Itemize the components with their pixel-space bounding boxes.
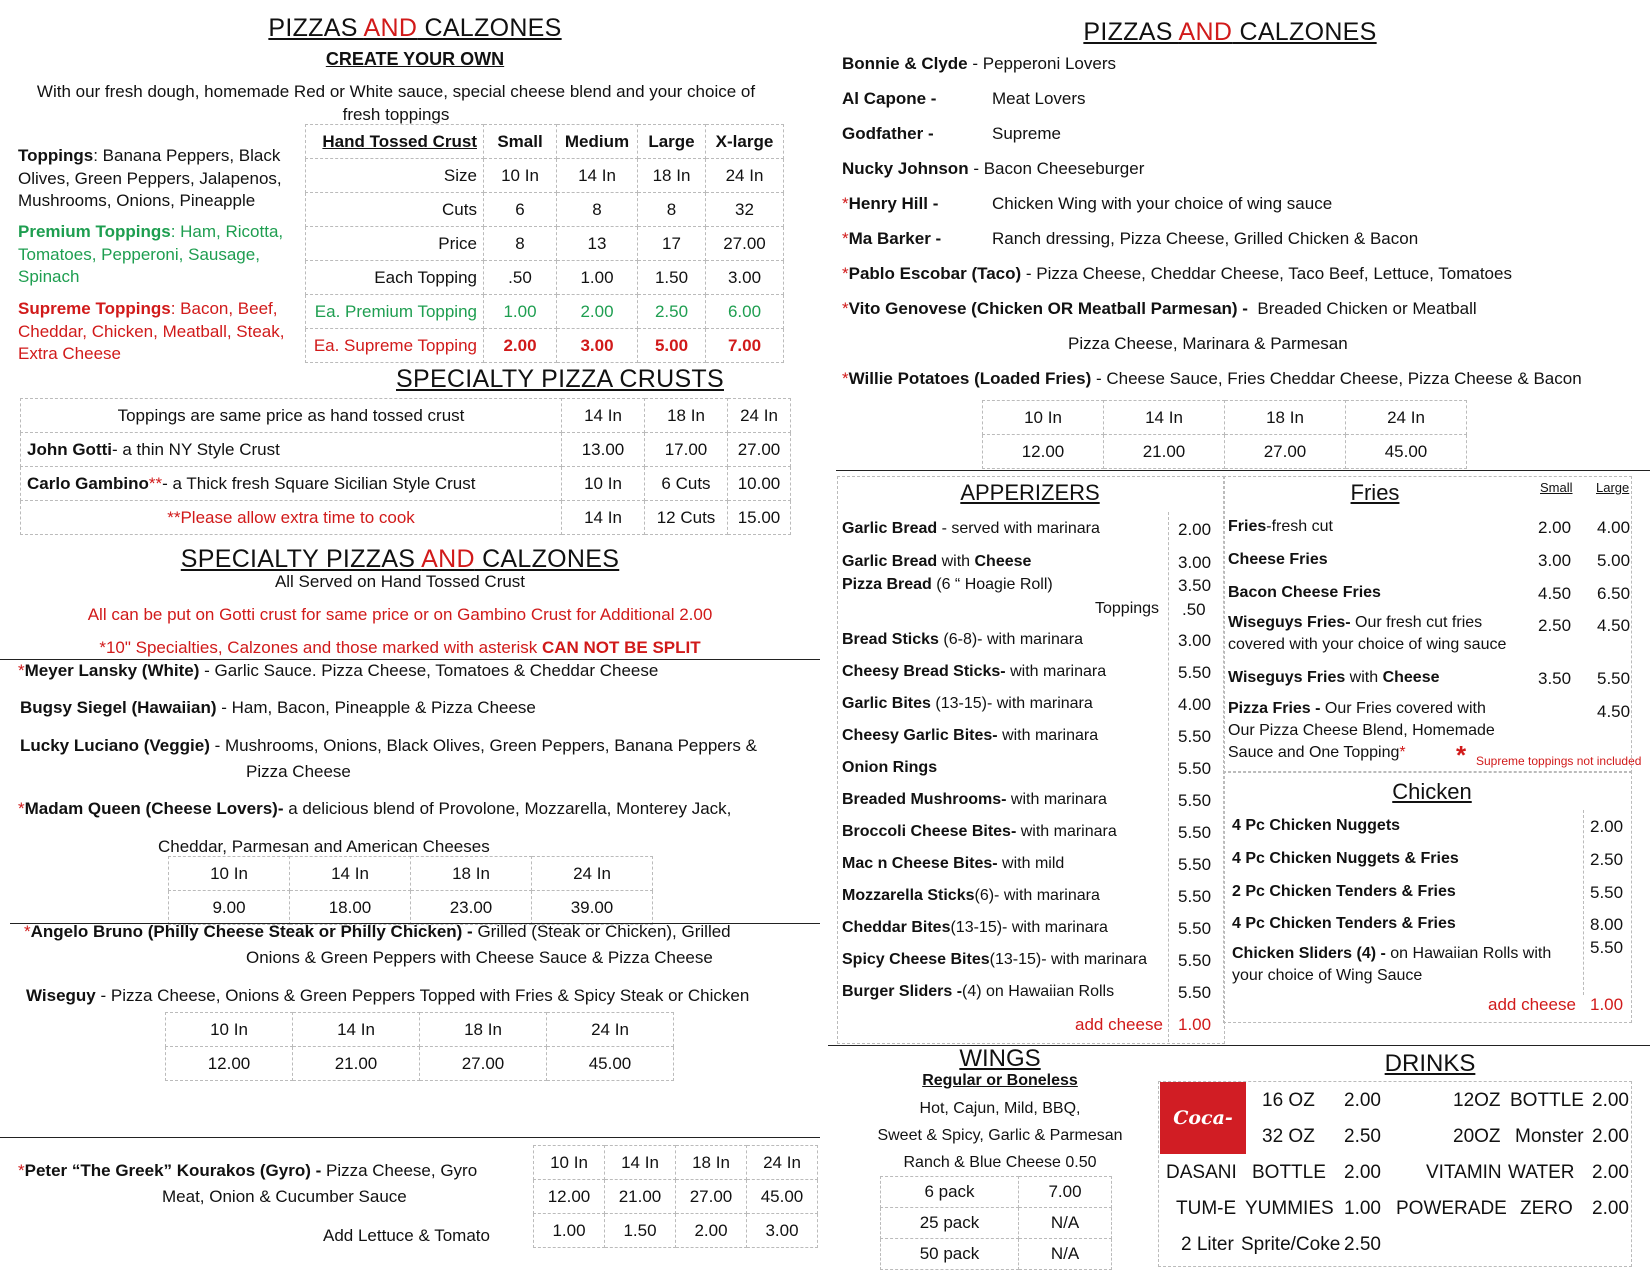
appetizer-price: .50 — [1182, 600, 1206, 619]
appetizer-item: Spicy Cheese Bites(13-15)- with marinara — [842, 951, 1148, 968]
appetizer-item: Garlic Bread - served with marinara — [842, 520, 1100, 537]
drink-cell: 2 Liter — [1181, 1234, 1234, 1255]
henry-hill-desc: Chicken Wing with your choice of wing sauce — [992, 194, 1333, 213]
willie-potatoes: *Willie Potatoes (Loaded Fries) - Cheese Sauce, Fries Cheddar Cheese, Pizza Cheese & Bacon — [842, 369, 1582, 388]
fries-price-large: 5.50 — [1597, 669, 1631, 688]
appetizer-toppings: Toppings — [1095, 600, 1160, 617]
specialty-crusts-title: SPECIALTY PIZZA CRUSTS — [396, 365, 724, 393]
fries-small-header: Small — [1540, 480, 1573, 495]
fries-title: Fries — [1350, 480, 1400, 505]
drink-cell: 2.00 — [1344, 1090, 1381, 1111]
fries-item: Wiseguys Fries- Our fresh cut fries — [1228, 614, 1483, 631]
premium-toppings-text: Premium Toppings: Ham, Ricotta, Tomatoes, Pepperoni, Sausage, Spinach — [18, 222, 284, 286]
vito-genovese: *Vito Genovese (Chicken OR Meatball Parmesan) - Breaded Chicken or Meatball — [842, 299, 1477, 318]
divider — [0, 659, 820, 660]
bugsy-siegel: Bugsy Siegel (Hawaiian) - Ham, Bacon, Pineapple & Pizza Cheese — [20, 698, 536, 717]
table-row: 50 pack N/A — [881, 1239, 1112, 1270]
drink-cell: DASANI — [1166, 1162, 1237, 1183]
table-row: Ea. Supreme Topping 2.00 3.00 5.00 7.00 — [306, 329, 784, 363]
fries-price-small: 2.50 — [1538, 616, 1572, 635]
specialty-pizzas-title: SPECIALTY PIZZAS AND CALZONES — [180, 545, 620, 573]
wings-flavors-2: Sweet & Spicy, Garlic & Parmesan — [877, 1127, 1123, 1144]
intro-text: With our fresh dough, homemade Red or White sauce, special cheese blend and your choice of fresh toppings — [36, 82, 756, 124]
table-row: 1.00 1.50 2.00 3.00 — [534, 1214, 818, 1248]
right-price-table — [982, 400, 1467, 469]
drink-cell: YUMMIES — [1245, 1198, 1334, 1219]
create-your-own: CREATE YOUR OWN — [325, 49, 505, 69]
drink-cell: 20OZ — [1453, 1126, 1501, 1147]
appetizer-item: Cheesy Bread Sticks- with marinara — [842, 663, 1107, 680]
table-row: 25 pack N/A — [881, 1208, 1112, 1239]
appetizer-item: Onion Rings — [842, 759, 938, 776]
drink-cell: 2.00 — [1592, 1162, 1629, 1183]
drink-cell: 2.00 — [1592, 1198, 1629, 1219]
appetizer-item: Breaded Mushrooms- with marinara — [842, 791, 1107, 808]
appetizer-price: 3.00 — [1178, 631, 1212, 650]
fries-price-small: 2.00 — [1538, 518, 1572, 537]
chicken-price: 2.00 — [1590, 817, 1624, 836]
chicken-title: Chicken — [1392, 779, 1472, 804]
henry-hill: *Henry Hill - — [842, 194, 939, 213]
table-row: 10 In 14 In 18 In 24 In — [983, 401, 1467, 435]
fries-item: Wiseguys Fries with Cheese — [1228, 669, 1440, 686]
pablo-escobar: *Pablo Escobar (Taco) - Pizza Cheese, Cheddar Cheese, Taco Beef, Lettuce, Tomatoes — [842, 264, 1512, 283]
appetizer-price: 5.50 — [1178, 759, 1212, 778]
wiseguy: Wiseguy - Pizza Cheese, Onions & Green Peppers Topped with Fries & Spicy Steak or Chicken — [26, 986, 750, 1005]
drink-cell: BOTTLE — [1510, 1090, 1584, 1111]
drink-cell: BOTTLE — [1252, 1162, 1326, 1183]
supreme-note: Supreme toppings not included — [1476, 754, 1642, 768]
appetizer-price: 5.50 — [1178, 855, 1212, 874]
divider — [0, 1137, 820, 1138]
appetizer-price: 3.50 — [1178, 576, 1212, 595]
drink-cell: 2.00 — [1344, 1162, 1381, 1183]
crust-table-header: Hand Tossed Crust Small Medium Large X-large — [306, 125, 784, 159]
fries-item-line2: covered with your choice of wing sauce — [1228, 636, 1507, 653]
vito-genovese-line2: Pizza Cheese, Marinara & Parmesan — [1068, 334, 1348, 353]
appetizer-price: 5.50 — [1178, 887, 1212, 906]
chicken-price: 8.00 — [1590, 915, 1624, 934]
lucky-luciano-line2: Pizza Cheese — [246, 762, 351, 781]
al-capone-desc: Meat Lovers — [992, 89, 1086, 108]
fries-price-small: 4.50 — [1538, 584, 1572, 603]
appetizer-price: 3.00 — [1178, 553, 1212, 572]
table-row: **Please allow extra time to cook 14 In 12 Cuts 15.00 — [21, 501, 791, 535]
coca-cola-logo: Coca-Cola — [1160, 1082, 1246, 1154]
chicken-price: 2.50 — [1590, 850, 1624, 869]
drink-cell: 2.00 — [1592, 1126, 1629, 1147]
table-row: 6 pack 7.00 — [881, 1177, 1112, 1208]
appetizer-item: Broccoli Cheese Bites- with marinara — [842, 823, 1117, 840]
drink-cell: 12OZ — [1453, 1090, 1501, 1111]
peter-line2: Meat, Onion & Cucumber Sauce — [162, 1187, 407, 1206]
fries-large-header: Large — [1596, 480, 1630, 495]
appetizer-item: Bread Sticks (6-8)- with marinara — [842, 631, 1083, 648]
fries-price-large: 4.00 — [1597, 518, 1631, 537]
table-row: Ea. Premium Topping 1.00 2.00 2.50 6.00 — [306, 295, 784, 329]
chicken-price-divider — [1583, 810, 1584, 995]
appetizer-price: 5.50 — [1178, 663, 1212, 682]
specialty-crusts-table — [20, 398, 791, 535]
appetizer-price: 5.50 — [1178, 727, 1212, 746]
table-row: Size 10 In 14 In 18 In 24 In — [306, 159, 784, 193]
drink-cell: Sprite/Coke — [1241, 1234, 1341, 1255]
madam-queen-line2: Cheddar, Parmesan and American Cheeses — [158, 837, 490, 856]
drink-cell: 2.00 — [1592, 1090, 1629, 1111]
table-row: 12.00 21.00 27.00 45.00 — [166, 1047, 674, 1081]
appetizer-price: 2.00 — [1178, 520, 1212, 539]
drink-cell: 1.00 — [1344, 1198, 1381, 1219]
asterisk-icon: * — [1456, 740, 1467, 770]
table-row: Toppings are same price as hand tossed crust 14 In 18 In 24 In — [21, 399, 791, 433]
drink-cell: 2.50 — [1344, 1234, 1381, 1255]
appetizer-price: 5.50 — [1178, 823, 1212, 842]
drink-cell: 2.50 — [1344, 1126, 1381, 1147]
appetizer-add-cheese: add cheese — [1075, 1015, 1163, 1034]
table-row: 10 In 14 In 18 In 24 In — [534, 1146, 818, 1180]
peter-the-greek: *Peter “The Greek” Kourakos (Gyro) - Pizza Cheese, Gyro — [18, 1161, 478, 1180]
specialty-price-table-2 — [165, 1012, 674, 1081]
specialty-price-table-1 — [168, 856, 653, 925]
chicken-price: 5.50 — [1590, 938, 1624, 957]
appetizer-item: Mac n Cheese Bites- with mild — [842, 855, 1065, 872]
chicken-add-cheese-price: 1.00 — [1590, 995, 1624, 1014]
appetizer-price: 5.50 — [1178, 983, 1212, 1002]
peter-add: Add Lettuce & Tomato — [323, 1226, 490, 1245]
crust-price-table — [305, 124, 784, 363]
table-row: Carlo Gambino**- a Thick fresh Square Sicilian Style Crust 10 In 6 Cuts 10.00 — [21, 467, 791, 501]
fries-price-large: 4.50 — [1597, 702, 1631, 721]
left-title: PIZZAS AND CALZONES — [268, 14, 562, 42]
ma-barker-desc: Ranch dressing, Pizza Cheese, Grilled Chicken & Bacon — [992, 229, 1419, 248]
fries-item: Cheese Fries — [1228, 551, 1328, 568]
table-row: 12.00 21.00 27.00 45.00 — [983, 435, 1467, 469]
fries-item-line3: Sauce and One Topping* — [1228, 744, 1406, 761]
fries-price-small: 3.50 — [1538, 669, 1572, 688]
appetizer-item: Cheesy Garlic Bites- with marinara — [842, 727, 1099, 744]
drink-cell: 32 OZ — [1262, 1126, 1315, 1147]
wings-ranch: Ranch & Blue Cheese 0.50 — [903, 1154, 1097, 1171]
gotti-note: All can be put on Gotti crust for same price or on Gambino Crust for Additional 2.00 — [87, 605, 713, 624]
bonnie-clyde: Bonnie & Clyde - Pepperoni Lovers — [842, 54, 1116, 73]
appetizer-item: Garlic Bites (13-15)- with marinara — [842, 695, 1093, 712]
drink-cell: ZERO — [1520, 1198, 1573, 1219]
chicken-item: 4 Pc Chicken Nuggets & Fries — [1232, 850, 1459, 867]
chicken-price: 5.50 — [1590, 883, 1624, 902]
wings-table — [880, 1176, 1112, 1270]
fries-price-large: 6.50 — [1597, 584, 1631, 603]
chicken-item: 4 Pc Chicken Nuggets — [1232, 817, 1401, 834]
appetizer-add-cheese-price: 1.00 — [1178, 1015, 1212, 1034]
angelo-bruno-line2: Onions & Green Peppers with Cheese Sauce & Pizza Cheese — [246, 948, 713, 967]
fries-price-large: 5.00 — [1597, 551, 1631, 570]
supreme-toppings-text: Supreme Toppings: Bacon, Beef, Cheddar, Chicken, Meatball, Steak, Extra Cheese — [18, 299, 285, 363]
drink-cell: POWERADE — [1396, 1198, 1507, 1219]
table-row: Price 8 13 17 27.00 — [306, 227, 784, 261]
lucky-luciano: Lucky Luciano (Veggie) - Mushrooms, Onions, Black Olives, Green Peppers, Banana Peppers & — [20, 736, 757, 755]
appetizer-price: 5.50 — [1178, 919, 1212, 938]
wings-sub: Regular or Boneless — [922, 1072, 1078, 1089]
appetizer-item: Mozzarella Sticks(6)- with marinara — [842, 887, 1100, 904]
drink-cell: VITAMIN — [1426, 1162, 1502, 1183]
godfather: Godfather - — [842, 124, 934, 143]
table-row: Each Topping .50 1.00 1.50 3.00 — [306, 261, 784, 295]
fries-item: Fries-fresh cut — [1228, 518, 1333, 535]
ma-barker: *Ma Barker - — [842, 229, 942, 248]
table-row: 9.00 18.00 23.00 39.00 — [169, 891, 653, 925]
appetizers-title: APPERIZERS — [960, 480, 1100, 505]
meyer-lansky: *Meyer Lansky (White) - Garlic Sauce. Pizza Cheese, Tomatoes & Cheddar Cheese — [18, 661, 659, 680]
chicken-item: 2 Pc Chicken Tenders & Fries — [1232, 883, 1456, 900]
godfather-desc: Supreme — [992, 124, 1061, 143]
drinks-title: DRINKS — [1384, 1050, 1476, 1077]
table-row: 12.00 21.00 27.00 45.00 — [534, 1180, 818, 1214]
table-row: 10 In 14 In 18 In 24 In — [166, 1013, 674, 1047]
chicken-add-cheese: add cheese — [1488, 995, 1576, 1014]
specialty-sub: All Served on Hand Tossed Crust — [274, 572, 526, 591]
appetizers-price-divider — [1168, 512, 1169, 1042]
appetizer-item: Burger Sliders -(4) on Hawaiian Rolls — [842, 983, 1115, 1000]
table-row: 10 In 14 In 18 In 24 In — [169, 857, 653, 891]
right-title: PIZZAS AND CALZONES — [1083, 18, 1377, 46]
nucky-johnson: Nucky Johnson - Bacon Cheeseburger — [842, 159, 1145, 178]
fries-price-large: 4.50 — [1597, 616, 1631, 635]
appetizer-price: 5.50 — [1178, 951, 1212, 970]
fries-item: Pizza Fries - Our Fries covered with — [1228, 700, 1486, 717]
toppings-text: Toppings: Banana Peppers, Black Olives, Green Peppers, Jalapenos, Mushrooms, Onions, Pineapple — [18, 146, 282, 210]
chicken-item: Chicken Sliders (4) - on Hawaiian Rolls with — [1232, 945, 1552, 962]
specialty-price-table-3 — [533, 1145, 818, 1248]
appetizer-item: Cheddar Bites(13-15)- with marinara — [842, 919, 1108, 936]
chicken-item: 4 Pc Chicken Tenders & Fries — [1232, 915, 1456, 932]
wings-flavors-1: Hot, Cajun, Mild, BBQ, — [919, 1100, 1081, 1117]
fries-item-line2: Our Pizza Cheese Blend, Homemade — [1228, 722, 1495, 739]
fries-price-small: 3.00 — [1538, 551, 1572, 570]
drink-cell: TUM-E — [1176, 1198, 1237, 1219]
drink-cell: Monster — [1515, 1126, 1584, 1147]
fries-item: Bacon Cheese Fries — [1228, 584, 1381, 601]
appetizer-price: 4.00 — [1178, 695, 1212, 714]
appetizer-item: Garlic Bread with Cheese — [842, 553, 1032, 570]
split-note: *10" Specialties, Calzones and those marked with asterisk CAN NOT BE SPLIT — [99, 638, 701, 657]
al-capone: Al Capone - — [842, 89, 937, 108]
wings-title: WINGS — [959, 1045, 1041, 1072]
angelo-bruno: *Angelo Bruno (Philly Cheese Steak or Philly Chicken) - Grilled (Steak or Chicken), Grilled — [24, 922, 731, 941]
table-row: Cuts 6 8 8 32 — [306, 193, 784, 227]
drink-cell: WATER — [1508, 1162, 1575, 1183]
madam-queen: *Madam Queen (Cheese Lovers)- a delicious blend of Provolone, Mozzarella, Monterey Jack, — [18, 799, 732, 818]
appetizer-item: Pizza Bread (6 “ Hoagie Roll) — [842, 576, 1053, 593]
chicken-item-line2: your choice of Wing Sauce — [1232, 967, 1423, 984]
table-row: John Gotti- a thin NY Style Crust 13.00 17.00 27.00 — [21, 433, 791, 467]
divider — [836, 470, 1650, 471]
drink-cell: 16 OZ — [1262, 1090, 1315, 1111]
appetizer-price: 5.50 — [1178, 791, 1212, 810]
